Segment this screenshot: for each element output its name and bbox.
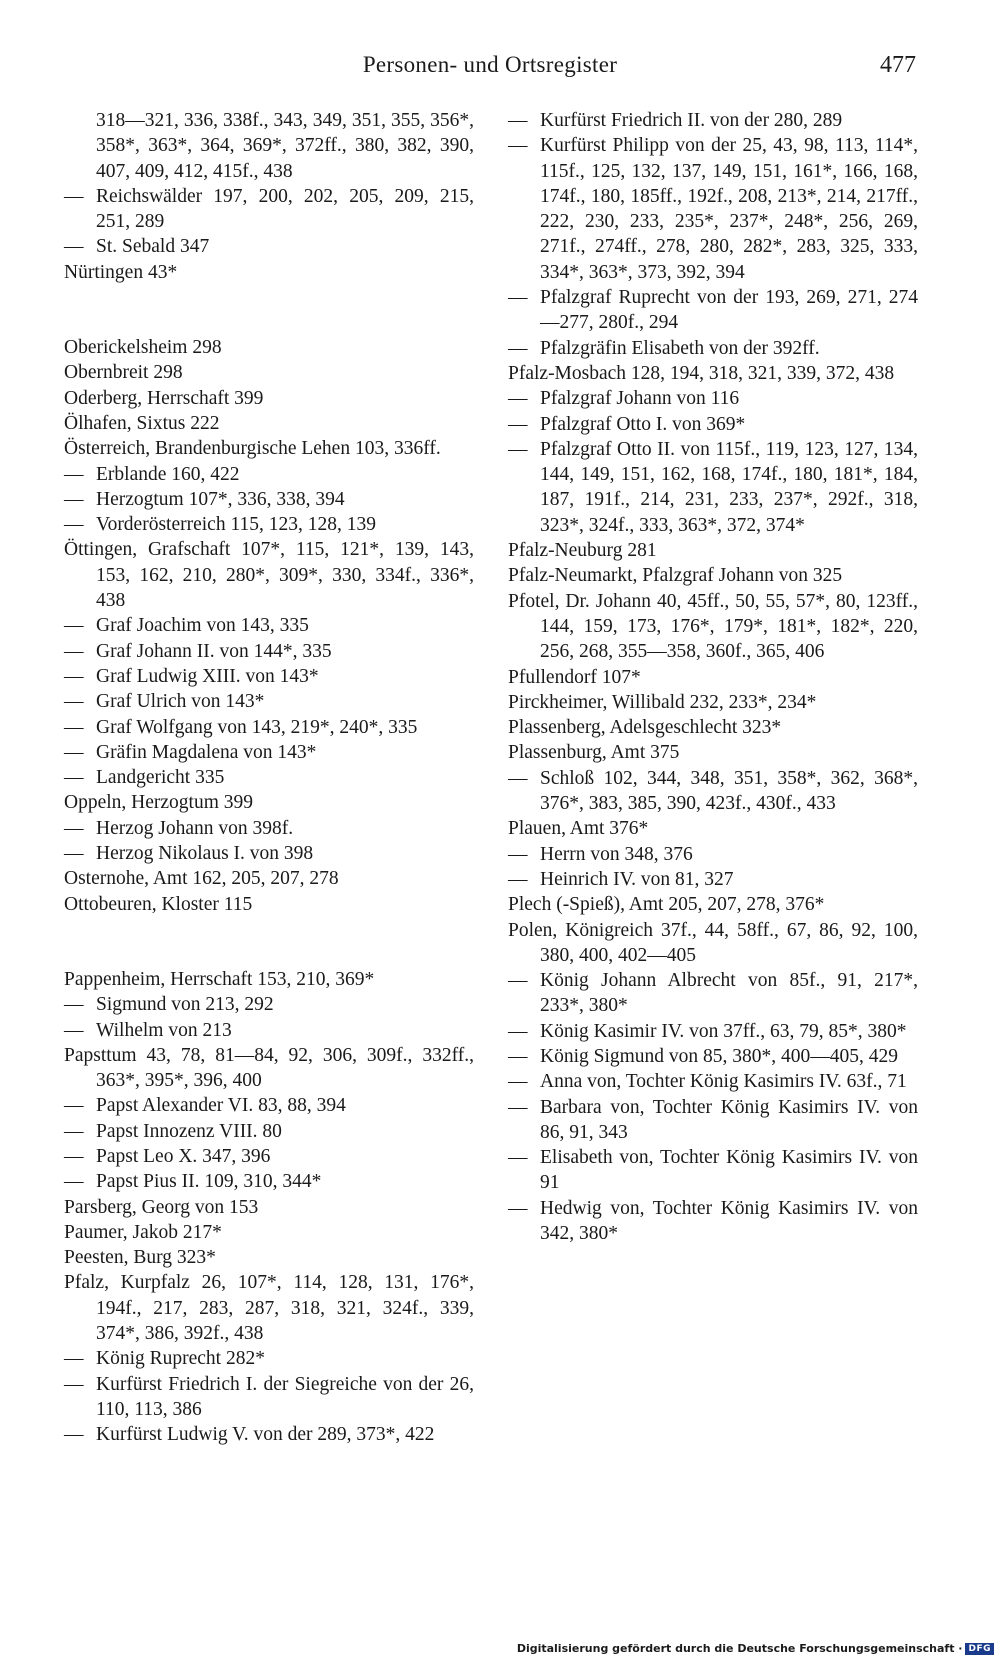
entry-text: Pfalzgräfin Elisabeth von der 392ff. <box>540 337 820 359</box>
subentry-dash: — <box>64 994 84 1016</box>
index-subentry <box>64 613 474 638</box>
entry-text: Hedwig von, Tochter König Kasimirs IV. von 342, 380* <box>540 1197 918 1245</box>
subentry-dash: — <box>64 1424 84 1446</box>
subentry-dash: — <box>64 514 84 536</box>
index-entry <box>508 690 918 715</box>
index-column-right <box>508 108 918 1246</box>
index-entry <box>508 589 918 665</box>
subentry-dash: — <box>508 1045 528 1067</box>
index-subentry <box>64 1093 474 1118</box>
entry-text: Kurfürst Friedrich I. der Siegreiche von der 26, 110, 113, 386 <box>96 1373 474 1420</box>
entry-text: Pfalzgraf Johann von 116 <box>540 388 740 410</box>
subentry-dash: — <box>64 1120 84 1142</box>
index-subentry <box>508 1095 918 1146</box>
index-entry <box>64 790 474 815</box>
entry-text: Ölhafen, Sixtus 222 <box>64 412 220 434</box>
index-entry <box>64 967 474 992</box>
subentry-dash: — <box>64 1019 84 1041</box>
subentry-dash: — <box>64 1373 84 1395</box>
entry-text: König Sigmund von 85, 380*, 400—405, 429 <box>540 1045 899 1067</box>
index-entry <box>508 563 918 588</box>
entry-text: Pfalzgraf Otto I. von 369* <box>540 413 746 435</box>
index-entry <box>64 1220 474 1245</box>
index-subentry <box>64 639 474 664</box>
subentry-dash: — <box>508 1071 528 1093</box>
index-subentry <box>64 184 474 235</box>
subentry-dash: — <box>64 665 84 687</box>
subentry-dash: — <box>508 843 528 865</box>
index-entry <box>64 1195 474 1220</box>
index-subentry <box>64 487 474 512</box>
section-gap <box>64 285 474 335</box>
subentry-dash: — <box>64 1145 84 1167</box>
entry-text: Pfullendorf 107* <box>508 666 641 688</box>
entry-text: Plassenburg, Amt 375 <box>508 742 680 764</box>
entry-text: Kurfürst Philipp von der 25, 43, 98, 113, 114*, 115f., 125, 132, 137, 149, 151, 161*, 166, 168, 174f., 180, 185ff., 192f., 208, 213*, 214, 217ff., 222, 230, 233, 235*, 237*, 248*, 256, 269, 271f., 274ff., 278, 280, 282*, 283, 325, 333, 334*, 363*, 373, 392, 394 <box>540 135 918 283</box>
subentry-dash: — <box>64 236 84 258</box>
entry-text: König Ruprecht 282* <box>96 1348 265 1370</box>
index-subentry <box>508 842 918 867</box>
subentry-dash: — <box>64 767 84 789</box>
entry-text: König Johann Albrecht von 85f., 91, 217*, 233*, 380* <box>540 970 918 1017</box>
index-entry <box>508 361 918 386</box>
entry-text: Gräfin Magdalena von 143* <box>96 741 317 763</box>
entry-text: Anna von, Tochter König Kasimirs IV. 63f., 71 <box>540 1071 907 1093</box>
index-subentry <box>64 1144 474 1169</box>
entry-text: 318—321, 336, 338f., 343, 349, 351, 355, 356*, 358*, 363*, 364, 369*, 372ff., 380, 382, 390, 407, 409, 412, 415f., 438 <box>96 110 474 182</box>
subentry-dash: — <box>64 843 84 865</box>
entry-text: Graf Johann II. von 144*, 335 <box>96 640 332 662</box>
entry-text: Pfotel, Dr. Johann 40, 45ff., 50, 55, 57*, 80, 123ff., 144, 159, 173, 176*, 179*, 181*, 182*, 220, 256, 268, 355—358, 360f., 365, 406 <box>508 590 918 663</box>
index-subentry <box>64 462 474 487</box>
subentry-dash: — <box>508 970 528 992</box>
index-subentry <box>64 765 474 790</box>
entry-text: Paumer, Jakob 217* <box>64 1221 222 1243</box>
subentry-dash: — <box>508 1096 528 1118</box>
entry-text: St. Sebald 347 <box>96 236 210 258</box>
index-subentry <box>64 1169 474 1194</box>
index-subentry <box>508 1019 918 1044</box>
subentry-dash: — <box>64 716 84 738</box>
index-subentry <box>508 412 918 437</box>
page-header <box>64 52 916 92</box>
entry-text: Herrn von 348, 376 <box>540 843 693 865</box>
subentry-dash: — <box>508 388 528 410</box>
entry-text: Erblande 160, 422 <box>96 463 240 485</box>
index-subentry <box>508 1196 918 1247</box>
entry-text: Schloß 102, 344, 348, 351, 358*, 362, 368*, 376*, 383, 385, 390, 423f., 430f., 433 <box>540 767 918 815</box>
index-entry <box>64 1043 474 1094</box>
entry-text: Peesten, Burg 323* <box>64 1247 216 1269</box>
entry-text: Kurfürst Ludwig V. von der 289, 373*, 422 <box>96 1424 435 1446</box>
entry-text: Barbara von, Tochter König Kasimirs IV. von 86, 91, 343 <box>540 1096 918 1143</box>
entry-text: Osternohe, Amt 162, 205, 207, 278 <box>64 868 339 890</box>
index-subentry <box>508 766 918 817</box>
entry-text: Plassenberg, Adelsgeschlecht 323* <box>508 717 782 739</box>
index-entry <box>64 537 474 613</box>
index-subentry <box>508 1069 918 1094</box>
entry-text: Reichswälder 197, 200, 202, 205, 209, 215, 251, 289 <box>96 185 474 233</box>
entry-text: Pfalz-Mosbach 128, 194, 318, 321, 339, 372, 438 <box>508 362 895 384</box>
entry-text: Ottobeuren, Kloster 115 <box>64 893 253 915</box>
subentry-dash: — <box>508 1020 528 1042</box>
entry-text: Pirckheimer, Willibald 232, 233*, 234* <box>508 691 817 713</box>
entry-text: Papst Alexander VI. 83, 88, 394 <box>96 1095 346 1117</box>
subentry-dash: — <box>64 488 84 510</box>
subentry-dash: — <box>508 438 528 460</box>
entry-text: Graf Wolfgang von 143, 219*, 240*, 335 <box>96 716 418 738</box>
subentry-dash: — <box>508 287 528 309</box>
entry-text: Graf Ludwig XIII. von 143* <box>96 665 319 687</box>
subentry-dash: — <box>508 110 528 131</box>
index-entry <box>64 411 474 436</box>
index-subentry <box>508 968 918 1019</box>
entry-text: Obernbreit 298 <box>64 362 183 384</box>
entry-text: Plech (-Spieß), Amt 205, 207, 278, 376* <box>508 894 825 916</box>
funding-footer <box>517 1642 994 1655</box>
entry-text: Polen, Königreich 37f., 44, 58ff., 67, 86, 92, 100, 380, 400, 402—405 <box>508 919 918 966</box>
subentry-dash: — <box>64 463 84 485</box>
index-entry <box>64 386 474 411</box>
entry-text: Herzog Johann von 398f. <box>96 817 294 839</box>
entry-text: Sigmund von 213, 292 <box>96 994 274 1016</box>
index-subentry <box>508 133 918 285</box>
index-entry <box>64 260 474 285</box>
index-entry <box>64 360 474 385</box>
index-entry <box>64 866 474 891</box>
index-subentry <box>64 1018 474 1043</box>
subentry-dash: — <box>64 185 84 207</box>
entry-text: Kurfürst Friedrich II. von der 280, 289 <box>540 110 843 131</box>
index-subentry <box>508 108 918 133</box>
entry-text: Herzogtum 107*, 336, 338, 394 <box>96 488 345 510</box>
entry-text: Graf Ulrich von 143* <box>96 691 265 713</box>
subentry-dash: — <box>64 817 84 839</box>
index-entry <box>64 1270 474 1346</box>
entry-text: Pfalzgraf Otto II. von 115f., 119, 123, 127, 134, 144, 149, 151, 162, 168, 174f., 180, 181*, 184, 187, 191f., 214, 231, 233, 237*, 292f., 318, 323*, 324f., 333, 363*, 372, 374* <box>540 438 918 536</box>
entry-text: Oderberg, Herrschaft 399 <box>64 387 264 409</box>
index-entry <box>64 1245 474 1270</box>
index-entry <box>508 665 918 690</box>
subentry-dash: — <box>64 1095 84 1117</box>
entry-text: Heinrich IV. von 81, 327 <box>540 868 734 890</box>
subentry-dash: — <box>508 868 528 890</box>
page-number: 477 <box>880 52 916 78</box>
index-entry <box>508 816 918 841</box>
index-entry-continuation <box>64 108 474 184</box>
subentry-dash: — <box>508 135 528 157</box>
subentry-dash: — <box>64 741 84 763</box>
index-entry <box>508 892 918 917</box>
entry-text: Vorderösterreich 115, 123, 128, 139 <box>96 514 376 536</box>
entry-text: Oberickelsheim 298 <box>64 337 222 359</box>
entry-text: Pfalz-Neumarkt, Pfalzgraf Johann von 325 <box>508 565 843 587</box>
subentry-dash: — <box>64 640 84 662</box>
index-subentry <box>64 1422 474 1447</box>
dfg-logo: DFG <box>965 1643 994 1655</box>
index-subentry <box>64 1346 474 1371</box>
index-subentry <box>64 992 474 1017</box>
entry-text: Herzog Nikolaus I. von 398 <box>96 843 314 865</box>
index-subentry <box>64 664 474 689</box>
index-subentry <box>64 512 474 537</box>
index-subentry <box>64 234 474 259</box>
index-column-left <box>64 108 474 1448</box>
subentry-dash: — <box>508 767 528 789</box>
entry-text: Elisabeth von, Tochter König Kasimirs IV. von 91 <box>540 1147 918 1194</box>
index-entry <box>64 892 474 917</box>
subentry-dash: — <box>64 615 84 637</box>
entry-text: Papst Leo X. 347, 396 <box>96 1145 271 1167</box>
subentry-dash: — <box>64 1171 84 1193</box>
entry-text: Papst Innozenz VIII. 80 <box>96 1120 282 1142</box>
entry-text: Pappenheim, Herrschaft 153, 210, 369* <box>64 968 375 990</box>
index-subentry <box>64 1119 474 1144</box>
index-subentry <box>508 1145 918 1196</box>
subentry-dash: — <box>508 413 528 435</box>
subentry-dash: — <box>64 691 84 713</box>
running-title: Personen- und Ortsregister <box>362 52 618 77</box>
index-entry <box>508 715 918 740</box>
entry-text: Parsberg, Georg von 153 <box>64 1196 259 1218</box>
index-entry <box>508 918 918 969</box>
index-subentry <box>64 1372 474 1423</box>
index-subentry <box>508 867 918 892</box>
entry-text: König Kasimir IV. von 37ff., 63, 79, 85*, 380* <box>540 1020 907 1042</box>
index-entry <box>508 538 918 563</box>
subentry-dash: — <box>508 1147 528 1169</box>
index-subentry <box>64 740 474 765</box>
entry-text: Pfalzgraf Ruprecht von der 193, 269, 271, 274—277, 280f., 294 <box>540 287 918 334</box>
index-entry <box>64 335 474 360</box>
entry-text: Landgericht 335 <box>96 767 225 789</box>
entry-text: Graf Joachim von 143, 335 <box>96 615 309 637</box>
index-subentry <box>508 437 918 538</box>
section-gap <box>64 917 474 967</box>
entry-text: Österreich, Brandenburgische Lehen 103, 336ff. <box>64 438 441 460</box>
entry-text: Pfalz, Kurpfalz 26, 107*, 114, 128, 131, 176*, 194f., 217, 283, 287, 318, 321, 324f., 339, 374*, 386, 392f., 438 <box>64 1272 474 1345</box>
entry-text: Papsttum 43, 78, 81—84, 92, 306, 309f., 332ff., 363*, 395*, 396, 400 <box>64 1044 474 1092</box>
index-subentry <box>64 689 474 714</box>
entry-text: Papst Pius II. 109, 310, 344* <box>96 1171 322 1193</box>
index-subentry <box>508 336 918 361</box>
entry-text: Plauen, Amt 376* <box>508 818 649 840</box>
entry-text: Oppeln, Herzogtum 399 <box>64 792 254 814</box>
index-subentry <box>64 715 474 740</box>
entry-text: Öttingen, Grafschaft 107*, 115, 121*, 139, 143, 153, 162, 210, 280*, 309*, 330, 334f., 336*, 438 <box>64 539 474 612</box>
index-subentry <box>508 1044 918 1069</box>
index-entry <box>64 436 474 461</box>
index-entry <box>508 740 918 765</box>
entry-text: Nürtingen 43* <box>64 261 178 283</box>
index-subentry <box>64 841 474 866</box>
footer-text: Digitalisierung gefördert durch die Deutsche Forschungsgemeinschaft · <box>516 1642 963 1655</box>
subentry-dash: — <box>508 1197 528 1219</box>
index-subentry <box>508 285 918 336</box>
subentry-dash: — <box>508 337 528 359</box>
entry-text: Wilhelm von 213 <box>96 1019 232 1041</box>
entry-text: Pfalz-Neuburg 281 <box>508 540 657 562</box>
index-subentry <box>508 386 918 411</box>
subentry-dash: — <box>64 1348 84 1370</box>
index-subentry <box>64 816 474 841</box>
